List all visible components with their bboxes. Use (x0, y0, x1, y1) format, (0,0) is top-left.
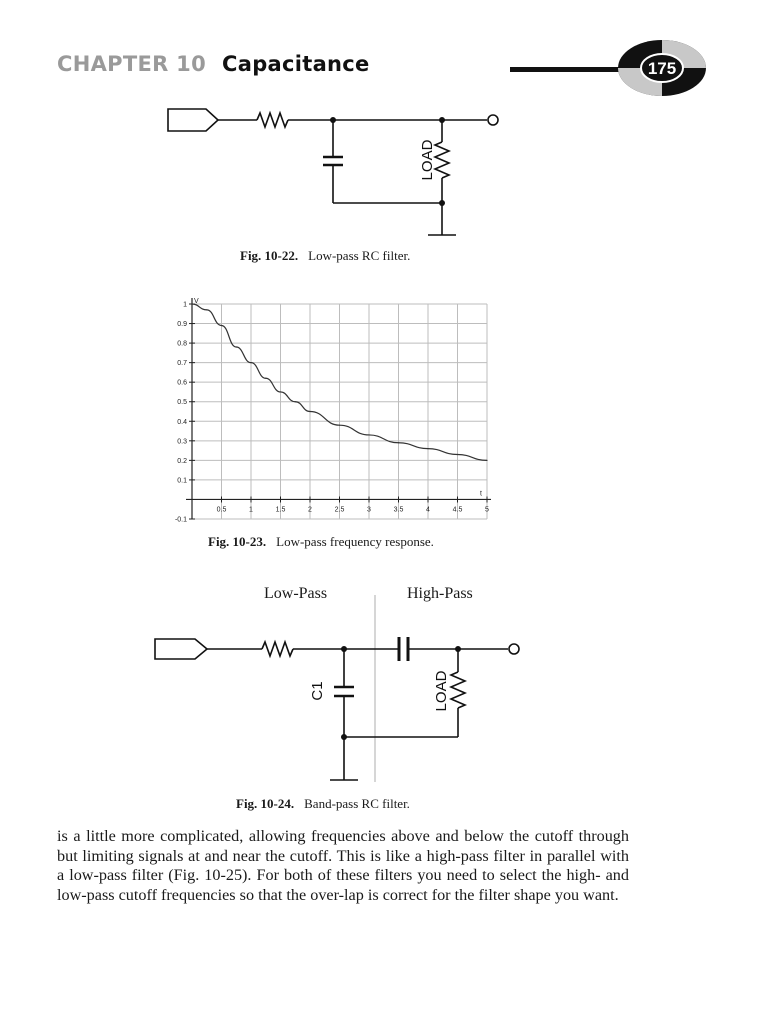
data-point (191, 303, 192, 304)
y-tick-label: 0.1 (177, 477, 187, 485)
chapter-title: Capacitance (222, 52, 370, 76)
x-tick-label: 1.5 (275, 506, 286, 514)
data-point (236, 346, 237, 347)
y-tick-label: 0.4 (177, 418, 187, 426)
data-point (221, 325, 222, 326)
data-point (486, 460, 487, 461)
fig22-caption (240, 248, 410, 264)
data-point (398, 442, 399, 443)
data-point (250, 362, 251, 363)
fig23-caption (208, 534, 434, 550)
x-tick-label: 2 (308, 506, 312, 514)
page-number: 175 (647, 59, 677, 78)
y-tick-label: 0.5 (177, 399, 187, 407)
chapter-label: CHAPTER 10 (57, 52, 207, 76)
data-point (339, 425, 340, 426)
fig24-load-label: LOAD (433, 670, 450, 712)
data-point (309, 411, 310, 412)
fig23-chart (165, 292, 505, 532)
x-tick-label: 2.5 (334, 506, 345, 514)
fig23-number: Fig. 10-23. (208, 534, 267, 549)
x-axis-label: t (480, 490, 482, 498)
load-resistor (451, 672, 465, 708)
fig23-caption-text: Low-pass frequency response. (276, 534, 434, 549)
x-tick-label: 1 (249, 506, 253, 514)
output-terminal (488, 115, 498, 125)
y-tick-label: 0.3 (177, 438, 187, 446)
fig24-caption (236, 796, 410, 812)
y-tick-label: -0.1 (174, 516, 187, 524)
data-point (206, 309, 207, 310)
input-arrow (155, 639, 207, 659)
output-terminal (509, 644, 519, 654)
x-tick-label: 4.5 (452, 506, 463, 514)
fig24-number: Fig. 10-24. (236, 796, 295, 811)
low-pass-label: Low-Pass (264, 585, 328, 602)
resistor-symbol (262, 642, 293, 656)
data-point (295, 401, 296, 402)
page-number-badge (616, 38, 708, 98)
y-tick-label: 1 (183, 301, 187, 309)
c1-label: C1 (309, 681, 326, 701)
input-arrow (168, 109, 218, 131)
x-tick-label: 3 (367, 506, 371, 514)
x-tick-label: 4 (426, 506, 430, 514)
chapter-heading (57, 52, 370, 76)
high-pass-label: High-Pass (407, 585, 473, 602)
y-axis-label: V (194, 298, 199, 305)
fig22-caption-text: Low-pass RC filter. (308, 248, 411, 263)
load-resistor (435, 142, 449, 178)
data-point (457, 454, 458, 455)
y-tick-label: 0.2 (177, 457, 187, 465)
data-point (427, 448, 428, 449)
data-point (265, 378, 266, 379)
x-tick-label: 3.5 (393, 506, 404, 514)
x-tick-label: 0.5 (216, 506, 227, 514)
data-point (368, 434, 369, 435)
fig22-number: Fig. 10-22. (240, 248, 299, 263)
y-tick-label: 0.7 (177, 360, 187, 368)
y-tick-label: 0.8 (177, 340, 187, 348)
fig24-caption-text: Band-pass RC filter. (304, 796, 410, 811)
fig24-schematic (150, 590, 530, 790)
data-point (280, 391, 281, 392)
x-tick-label: 5 (485, 506, 489, 514)
y-tick-label: 0.6 (177, 379, 187, 387)
resistor-symbol (257, 113, 288, 127)
body-paragraph: is a little more complicated, allowing frequencies above and below the cutoff through but limiting signals at and near the cutoff. This is like a high-pass filter in parallel with a low-pass filter (Fig. 10-25). For both of these filters you need to select the high- and low-pass cutoff frequencies so that the over-lap is correct for the filter shape you want. (57, 827, 629, 904)
y-tick-label: 0.9 (177, 321, 187, 329)
fig22-schematic (160, 100, 520, 240)
header-rule (510, 67, 630, 72)
fig22-load-label: LOAD (419, 139, 436, 181)
